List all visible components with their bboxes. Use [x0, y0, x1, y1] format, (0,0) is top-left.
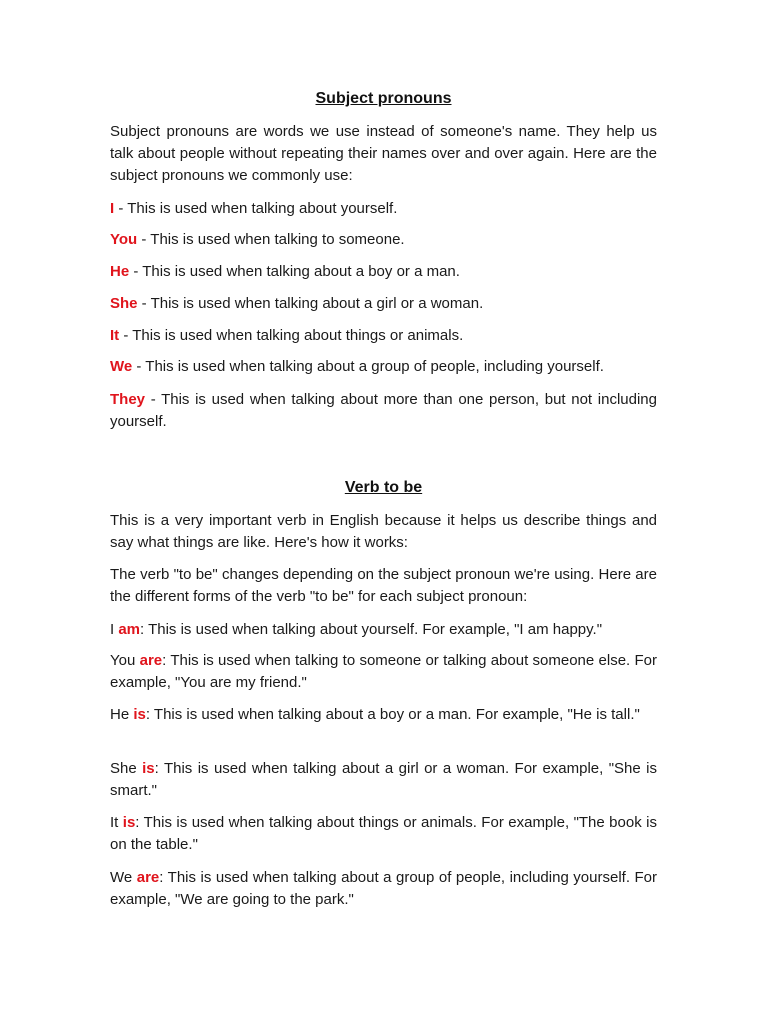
verb-to-be-forms-intro: The verb "to be" changes depending on the subject pronoun we're using. Here are the different forms of the verb "to be" for each subject pronoun:	[110, 566, 657, 605]
pronoun-item	[110, 293, 657, 315]
verb-to-be-title: Verb to be	[344, 479, 423, 496]
pronoun-description: - This is used when talking about a boy or a man.	[129, 263, 460, 280]
verb-pronoun: He	[110, 706, 134, 723]
pronoun-keyword: You	[110, 231, 138, 248]
verb-pronoun: You	[110, 652, 140, 669]
verb-form-item	[110, 812, 657, 856]
verb-pronoun: We	[110, 869, 137, 886]
verb-keyword: is	[142, 760, 155, 777]
verb-keyword: am	[118, 621, 141, 638]
verb-description: : This is used when talking about things or animals. For example, "The book is on the table."	[110, 814, 657, 853]
pronoun-description: - This is used when talking about a girl or a woman.	[137, 295, 484, 312]
verb-to-be-intro: This is a very important verb in English because it helps us describe things and say what things are like. Here's how it works:	[110, 512, 657, 551]
pronoun-description: - This is used when talking about more than one person, but not including yourself.	[110, 391, 657, 430]
pronoun-keyword: They	[110, 391, 146, 408]
verb-description: : This is used when talking about a girl or a woman. For example, "She is smart."	[110, 760, 657, 799]
pronoun-item	[110, 389, 657, 433]
pronoun-description: - This is used when talking about a group of people, including yourself.	[132, 358, 604, 375]
verb-keyword: are	[136, 869, 160, 886]
pronoun-keyword: We	[110, 358, 133, 375]
verb-keyword: is	[122, 814, 136, 831]
verb-form-item	[110, 619, 657, 641]
pronoun-keyword: He	[110, 263, 130, 280]
pronoun-keyword: She	[110, 295, 138, 312]
verb-description: : This is used when talking about a boy or a man. For example, "He is tall."	[145, 706, 640, 723]
verb-pronoun: She	[110, 760, 143, 777]
subject-pronouns-intro: Subject pronouns are words we use instead of someone's name. They help us talk about people without repeating their names over and over again. Here are the subject pronouns we commonly use:	[110, 123, 657, 184]
pronoun-item	[110, 325, 657, 347]
verb-pronoun: I	[110, 621, 119, 638]
verb-description: : This is used when talking about yourself. For example, "I am happy."	[140, 621, 603, 638]
pronoun-item	[110, 198, 657, 220]
pronoun-item	[110, 229, 657, 251]
verb-description: : This is used when talking to someone or talking about someone else. For example, "You are my friend."	[110, 652, 657, 691]
subject-pronouns-title: Subject pronouns	[315, 90, 452, 107]
pronoun-keyword: I	[110, 200, 115, 217]
pronoun-description: - This is used when talking about yourself.	[114, 200, 398, 217]
verb-keyword: is	[133, 706, 146, 723]
verb-form-item	[110, 650, 657, 694]
pronoun-item	[110, 356, 657, 378]
verb-form-item	[110, 758, 657, 802]
verb-form-item	[110, 704, 657, 726]
verb-form-item	[110, 867, 657, 911]
pronoun-description: - This is used when talking about things or animals.	[119, 327, 464, 344]
pronoun-keyword: It	[110, 327, 120, 344]
verb-pronoun: It	[110, 814, 123, 831]
pronoun-item	[110, 261, 657, 283]
verb-keyword: are	[139, 652, 163, 669]
verb-description: : This is used when talking about a group of people, including yourself. For example, "We are going to the park."	[110, 869, 657, 908]
pronoun-description: - This is used when talking to someone.	[137, 231, 405, 248]
